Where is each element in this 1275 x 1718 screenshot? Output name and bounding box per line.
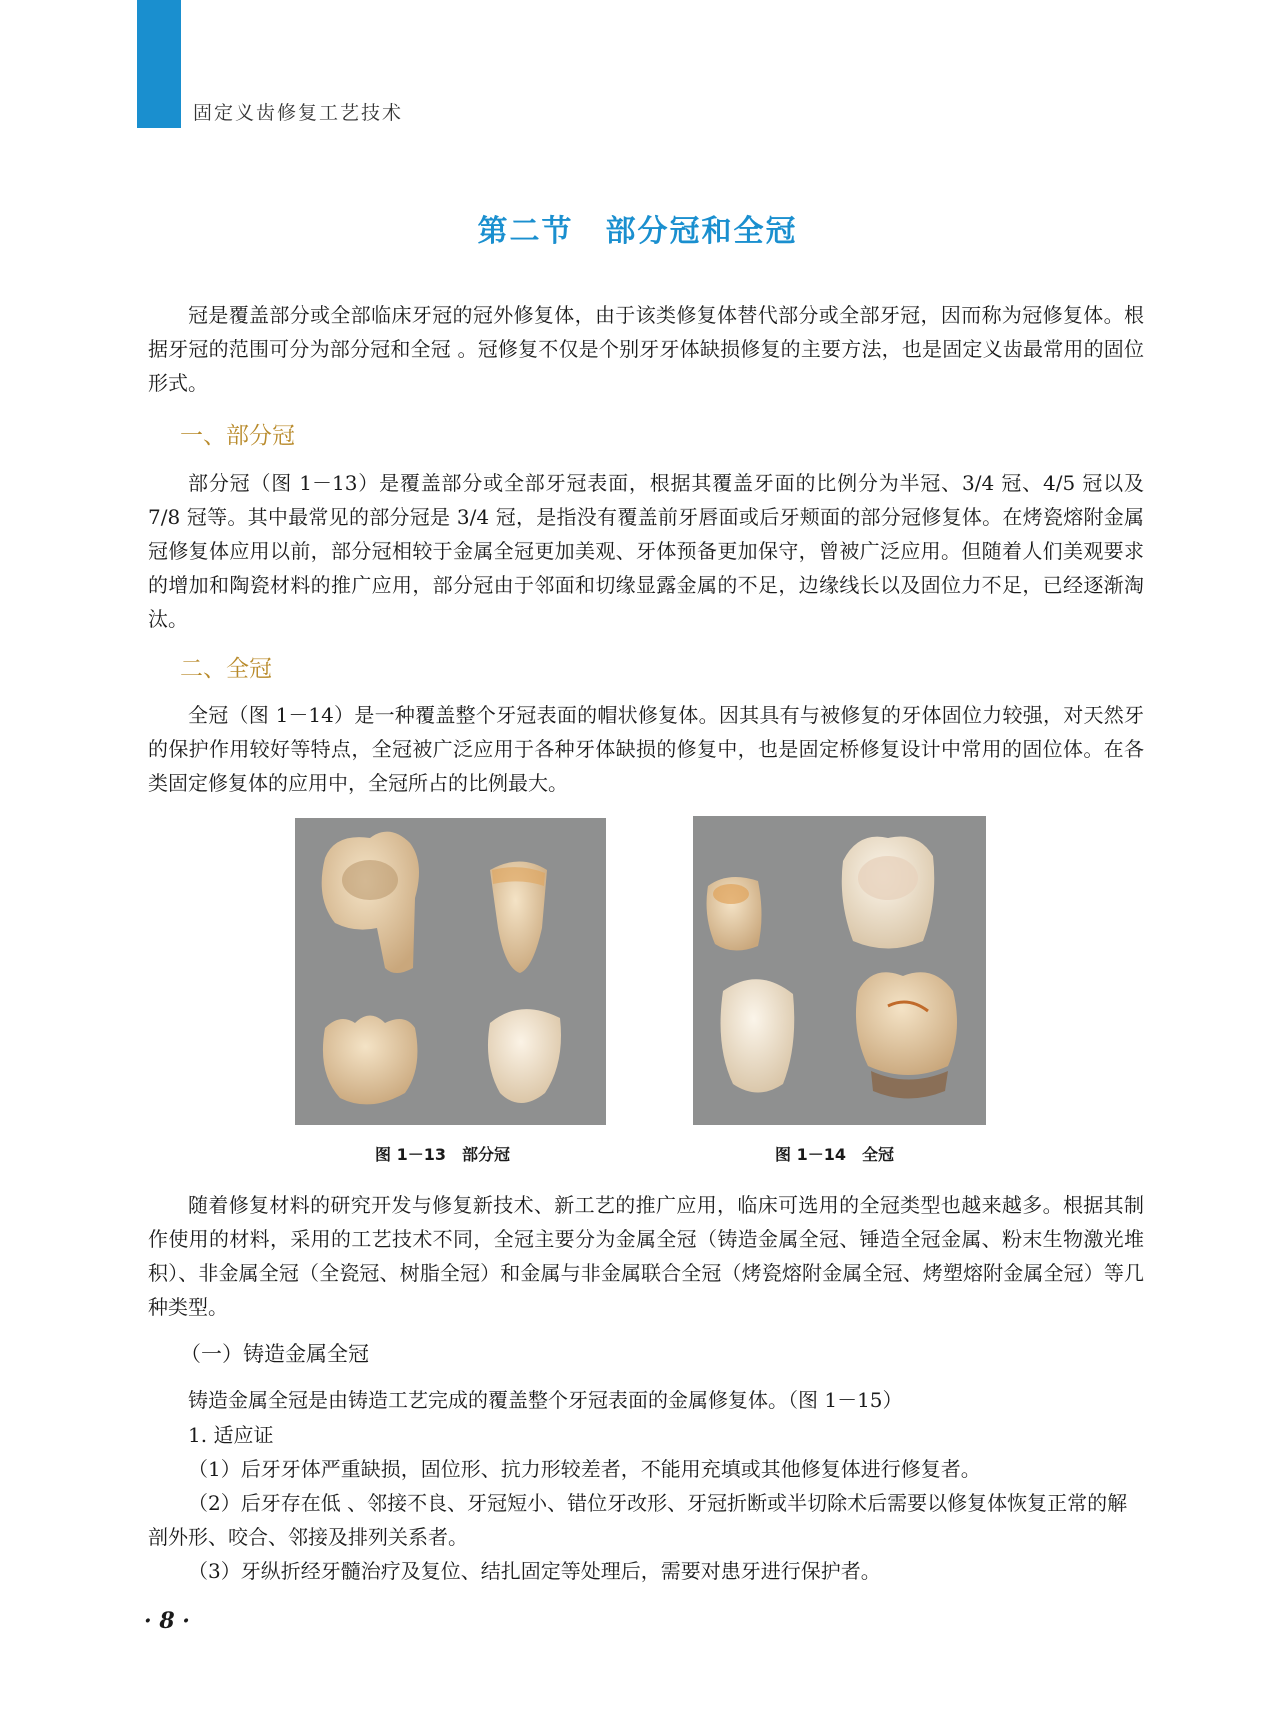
page-number: · 8 · bbox=[144, 1608, 190, 1634]
figure-caption-1-14: 图 1－14 全冠 bbox=[775, 1145, 894, 1164]
full-crown-photo bbox=[693, 816, 986, 1125]
section-title: 第二节 部分冠和全冠 bbox=[477, 214, 798, 249]
partial-crown-photo bbox=[295, 818, 606, 1125]
intro-paragraph: 冠是覆盖部分或全部临床牙冠的冠外修复体，由于该类修复体替代部分或全部牙冠，因而称为冠修复体。根据牙冠的范围可分为部分冠和全冠 。冠修复不仅是个别牙牙体缺损修复的主要方法，也是固定义齿最常用的固位形式。 bbox=[148, 303, 1144, 395]
cast-metal-definition: 铸造金属全冠是由铸造工艺完成的覆盖整个牙冠表面的金属修复体。（图 1－15） bbox=[188, 1388, 903, 1412]
figure-caption-1-13: 图 1－13 部分冠 bbox=[375, 1145, 510, 1164]
running-title: 固定义齿修复工艺技术 bbox=[193, 102, 404, 124]
crown-types-paragraph: 随着修复材料的研究开发与修复新技术、新工艺的推广应用，临床可选用的全冠类型也越来越多。根据其制作使用的材料，采用的工艺技术不同，全冠主要分为金属全冠（铸造金属全冠、锤造全冠金属、粉末生物激光堆积）、非金属全冠（全瓷冠、树脂全冠）和金属与非金属联合全冠（烤瓷熔附金属全冠、烤塑熔附金属全冠）等几种类型。 bbox=[148, 1193, 1144, 1319]
full-crown-paragraph: 全冠（图 1－14）是一种覆盖整个牙冠表面的帽状修复体。因其具有与被修复的牙体固位力较强，对天然牙的保护作用较好等特点，全冠被广泛应用于各种牙体缺损的修复中，也是固定桥修复设计中常用的固位体。在各类固定修复体的应用中，全冠所占的比例最大。 bbox=[148, 703, 1144, 795]
indication-item-2: （2）后牙存在低 、邻接不良、牙冠短小、错位牙改形、牙冠折断或半切除术后需要以修复体恢复正常的解剖外形、咬合、邻接及排列关系者。 bbox=[148, 1491, 1128, 1549]
indication-item-1: （1）后牙牙体严重缺损，固位形、抗力形较差者，不能用充填或其他修复体进行修复者。 bbox=[188, 1457, 981, 1481]
header-accent-bar bbox=[137, 0, 181, 128]
heading-cast-metal-crown: （一）铸造金属全冠 bbox=[180, 1342, 369, 1366]
partial-crown-paragraph: 部分冠（图 1－13）是覆盖部分或全部牙冠表面，根据其覆盖牙面的比例分为半冠、3/4 冠、4/5 冠以及 7/8 冠等。其中最常见的部分冠是 3/4 冠，是指没有覆盖前牙唇面或后牙颊面的部分冠修复体。在烤瓷熔附金属冠修复体应用以前，部分冠相较于金属全冠更加美观、牙体预备更加保守，曾被广泛应用。但随着人们美观要求的增加和陶瓷材料的推广应用，部分冠由于邻面和切缘显露金属的不足，边缘线长以及固位力不足，已经逐渐淘汰。 bbox=[148, 471, 1144, 631]
indication-item-3: （3）牙纵折经牙髓治疗及复位、结扎固定等处理后，需要对患牙进行保护者。 bbox=[188, 1559, 881, 1583]
partial-crown-illustration bbox=[295, 818, 606, 1125]
heading-partial-crown: 一、部分冠 bbox=[180, 423, 295, 449]
heading-full-crown: 二、全冠 bbox=[180, 656, 272, 682]
full-crown-illustration bbox=[693, 816, 986, 1125]
indication-title: 1. 适应证 bbox=[188, 1423, 274, 1447]
